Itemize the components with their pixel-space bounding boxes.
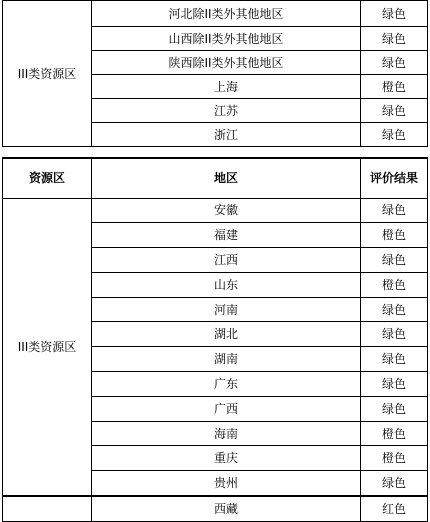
region-cell: 山西除II类外其他地区	[92, 27, 361, 51]
region-cell: 重庆	[92, 446, 361, 471]
table-row	[3, 198, 428, 223]
region-cell: 浙江	[92, 123, 361, 147]
region-cell: 河北除II类外其他地区	[92, 1, 361, 27]
result-cell: 红色	[361, 496, 428, 522]
top-table	[2, 0, 428, 147]
table-row	[3, 496, 428, 522]
result-cell: 绿色	[361, 1, 428, 27]
result-cell: 绿色	[361, 27, 428, 51]
region-cell: 西藏	[92, 496, 361, 522]
region-cell: 湖南	[92, 347, 361, 372]
region-cell: 广东	[92, 372, 361, 397]
result-cell: 橙色	[361, 223, 428, 248]
table-header-row	[3, 158, 428, 198]
result-cell: 绿色	[361, 347, 428, 372]
region-cell: 江西	[92, 248, 361, 273]
result-cell: 绿色	[361, 51, 428, 75]
header-zone: 资源区	[3, 158, 92, 198]
region-cell: 山东	[92, 272, 361, 297]
region-cell: 广西	[92, 396, 361, 421]
result-cell: 绿色	[361, 471, 428, 496]
region-cell: 海南	[92, 421, 361, 446]
region-cell: 河南	[92, 297, 361, 322]
result-cell: 绿色	[361, 99, 428, 123]
result-cell: 绿色	[361, 372, 428, 397]
result-cell: 橙色	[361, 272, 428, 297]
region-cell: 福建	[92, 223, 361, 248]
region-cell: 安徽	[92, 198, 361, 223]
region-cell: 江苏	[92, 99, 361, 123]
region-cell: 陕西除II类外其他地区	[92, 51, 361, 75]
result-cell: 绿色	[361, 322, 428, 347]
result-cell: 橙色	[361, 446, 428, 471]
result-cell: 橙色	[361, 75, 428, 99]
main-table	[2, 157, 428, 522]
header-result: 评价结果	[361, 158, 428, 198]
result-cell: 绿色	[361, 396, 428, 421]
result-cell: 绿色	[361, 123, 428, 147]
table-row	[3, 1, 428, 27]
zone-cell: III类资源区	[3, 198, 92, 496]
header-region: 地区	[92, 158, 361, 198]
result-cell: 绿色	[361, 297, 428, 322]
result-cell: 绿色	[361, 248, 428, 273]
result-cell: 绿色	[361, 198, 428, 223]
zone-cell: III类资源区	[3, 1, 92, 147]
region-cell: 湖北	[92, 322, 361, 347]
region-cell: 贵州	[92, 471, 361, 496]
zone-cell	[3, 496, 92, 522]
region-cell: 上海	[92, 75, 361, 99]
result-cell: 橙色	[361, 421, 428, 446]
